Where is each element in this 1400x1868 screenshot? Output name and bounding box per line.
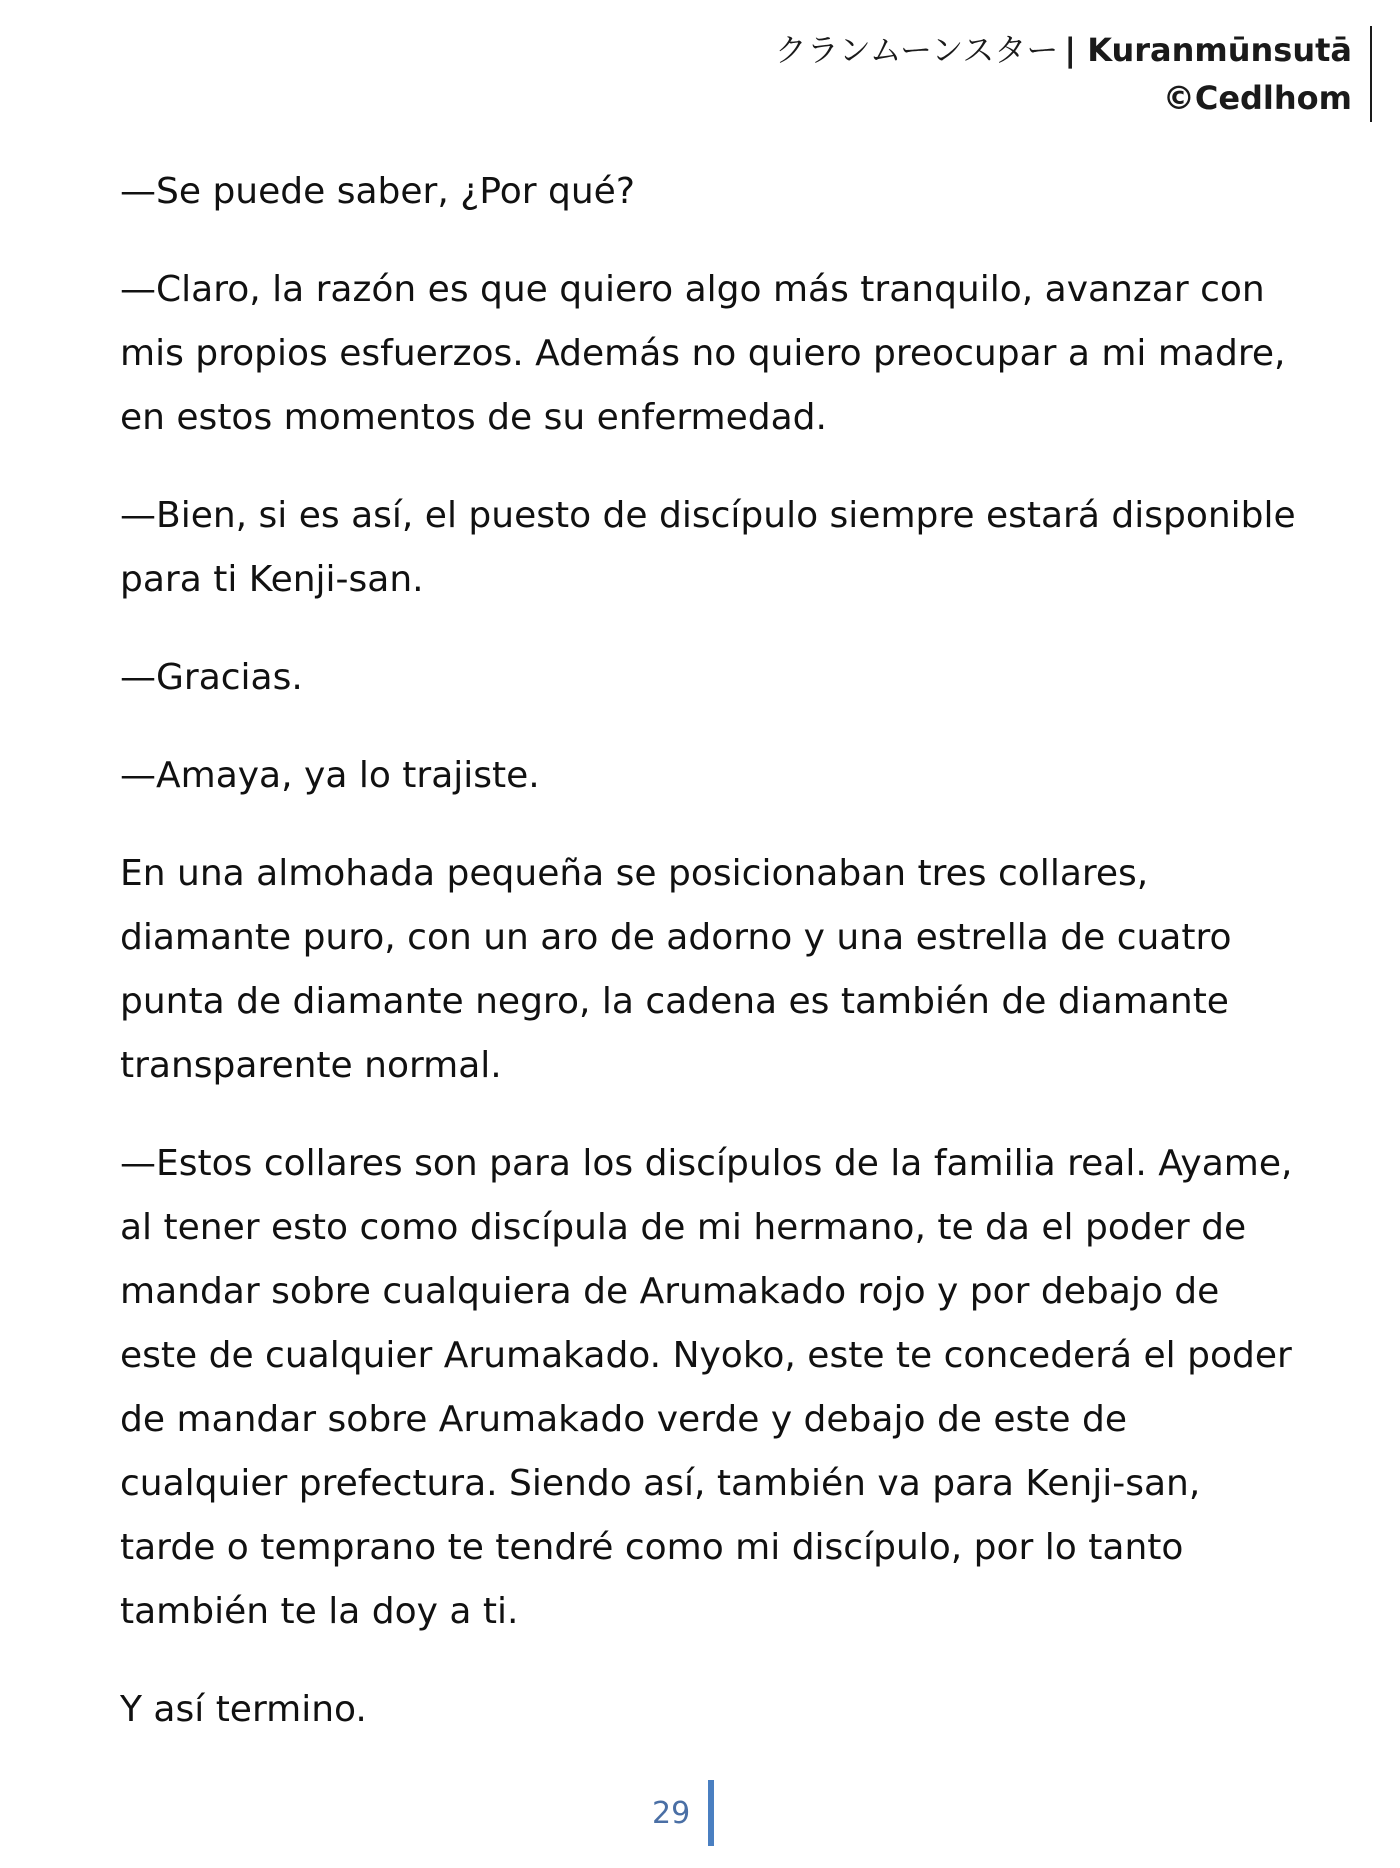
paragraph: —Estos collares son para los discípulos de la familia real. Ayame, al tener esto como discípula de mi hermano, te da el poder de mandar sobre cualquiera de Arumakado rojo y por debajo de este de cualquier Arumakado. Nyoko, este te concederá el poder de mandar sobre Arumakado verde y debajo de este de cualquier prefectura. Siendo así, también va para Kenji-san, tarde o temprano te tendré como mi discípulo, por lo tanto también te la doy a ti. [120,1143,1293,1632]
paragraph: —Bien, si es así, el puesto de discípulo siempre estará disponible para ti Kenji-san. [120,495,1296,600]
paragraph: Y así termino. [120,1689,367,1730]
page-number-bar [708,1780,714,1846]
header-title-line [672,26,1352,74]
header-title-romaji: Kuranmūnsutā [1087,31,1352,69]
paragraph: —Amaya, ya lo trajiste. [120,755,540,796]
header-separator: | [1064,31,1077,69]
paragraph: En una almohada pequeña se posicionaban tres collares, diamante puro, con un aro de adorno y una estrella de cuatro punta de diamante negro, la cadena es también de diamante transparente normal. [120,853,1232,1086]
page-header [672,26,1372,122]
paragraph: —Gracias. [120,657,303,698]
header-title-jp: クランムーンスター [774,31,1059,69]
paragraph: —Se puede saber, ¿Por qué? [120,171,635,212]
page-body [120,160,1300,1776]
paragraph: —Claro, la razón es que quiero algo más tranquilo, avanzar con mis propios esfuerzos. Además no quiero preocupar a mi madre, en estos momentos de su enfermedad. [120,269,1286,438]
page-footer [0,1780,1400,1846]
page-number: 29 [652,1796,691,1831]
header-copyright: ©Cedlhom [1162,79,1352,117]
